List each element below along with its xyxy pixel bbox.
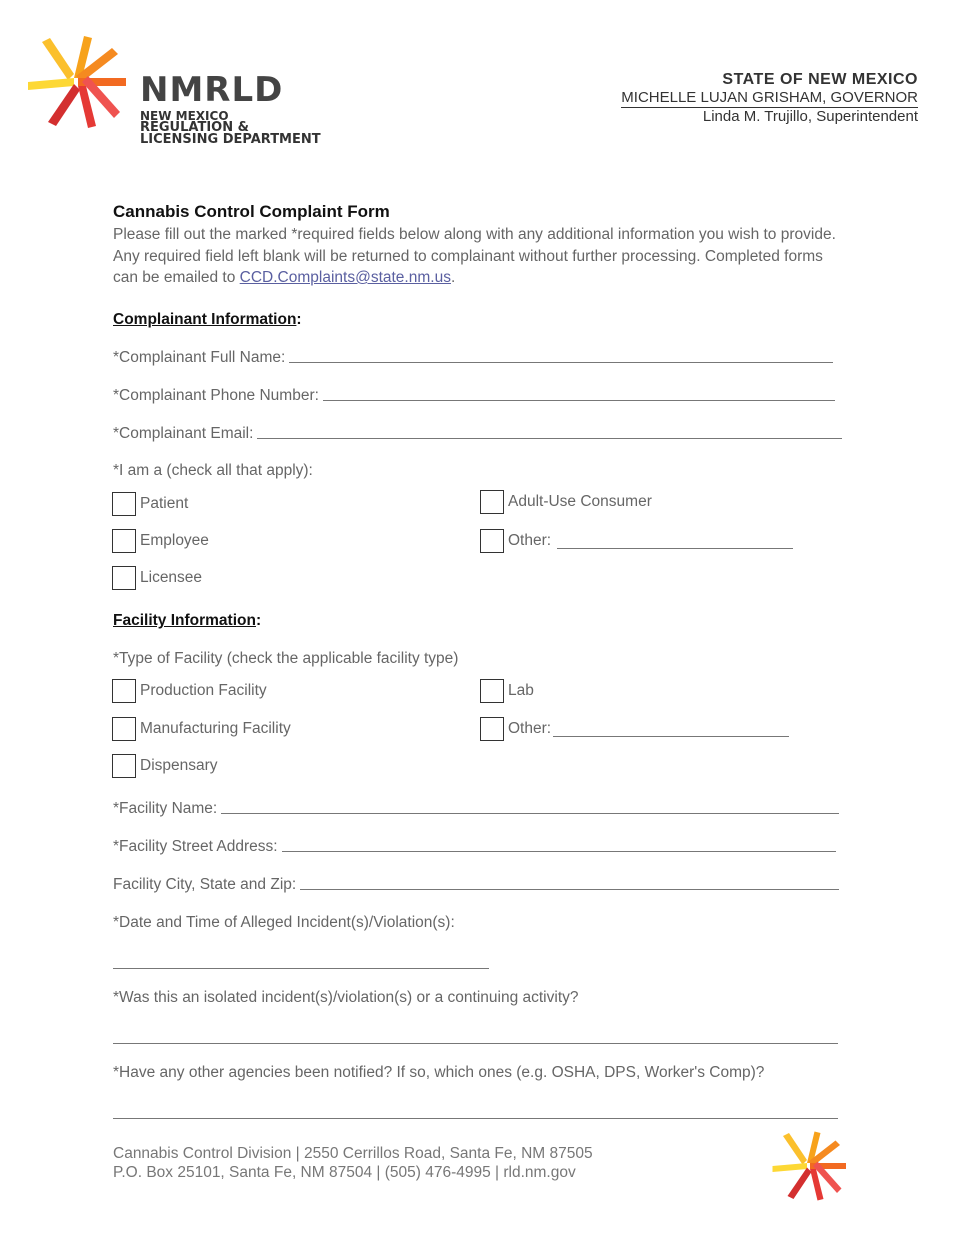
checkbox-box[interactable] <box>112 717 136 741</box>
heading-colon: : <box>255 612 262 629</box>
checkbox-licensee[interactable] <box>112 566 202 590</box>
checkbox-label: Production Facility <box>140 682 267 699</box>
checkbox-production-facility[interactable] <box>112 679 267 703</box>
footer-line-2: P.O. Box 25101, Santa Fe, NM 87504 | (505) 476-4995 | rld.nm.gov <box>113 1164 576 1181</box>
agency-wordmark: NMRLD <box>140 70 284 110</box>
checkbox-patient[interactable] <box>112 492 188 516</box>
form-title: Cannabis Control Complaint Form <box>113 202 390 221</box>
complainant-section-heading <box>113 311 302 329</box>
phone-line[interactable] <box>323 399 835 401</box>
checkbox-box[interactable] <box>112 566 136 590</box>
facility-city-field[interactable] <box>113 876 839 894</box>
facility-section-heading <box>113 612 261 630</box>
facility-type-label: *Type of Facility (check the applicable facility type) <box>113 650 459 667</box>
footer-logo-icon <box>770 1130 850 1202</box>
dept-line-3: LICENSING DEPARTMENT <box>140 132 321 147</box>
full-name-label: *Complainant Full Name: <box>113 349 286 366</box>
checkbox-box[interactable] <box>112 754 136 778</box>
email-line[interactable] <box>257 437 842 439</box>
dept-line-1: NEW MEXICO <box>140 109 229 123</box>
checkbox-box[interactable] <box>480 490 504 514</box>
i-am-label: *I am a (check all that apply): <box>113 462 313 479</box>
checkbox-manufacturing-facility[interactable] <box>112 717 291 741</box>
checkbox-dispensary[interactable] <box>112 754 218 778</box>
checkbox-employee[interactable] <box>112 529 209 553</box>
checkbox-label: Manufacturing Facility <box>140 720 291 737</box>
nmrld-logo-icon <box>26 34 130 130</box>
facility-street-line[interactable] <box>282 850 836 852</box>
checkbox-box[interactable] <box>112 679 136 703</box>
intro-text: Please fill out the marked *required fields below along with any additional information you wish to provide. Any required field left blank will be returned to complainant without further processing. Completed forms can be emailed to <box>113 226 836 286</box>
complainant-email-field[interactable] <box>113 425 842 443</box>
isolated-label: *Was this an isolated incident(s)/violation(s) or a continuing activity? <box>113 989 579 1006</box>
facility-name-label: *Facility Name: <box>113 800 218 817</box>
facility-street-field[interactable] <box>113 838 836 856</box>
footer-line-1: Cannabis Control Division | 2550 Cerrillos Road, Santa Fe, NM 87505 <box>113 1145 593 1162</box>
checkbox-box[interactable] <box>480 717 504 741</box>
checkbox-label: Other: <box>508 532 552 549</box>
complainant-phone-field[interactable] <box>113 387 835 405</box>
governor-name: MICHELLE LUJAN GRISHAM, GOVERNOR <box>621 89 918 106</box>
checkbox-label: Dispensary <box>140 757 218 774</box>
dept-line-2: REGULATION & <box>140 120 249 135</box>
checkbox-box[interactable] <box>112 529 136 553</box>
department-name <box>140 110 321 146</box>
agencies-label: *Have any other agencies been notified? If so, which ones (e.g. OSHA, DPS, Worker's Comp)? <box>113 1064 765 1081</box>
checkbox-box[interactable] <box>480 529 504 553</box>
checkbox-label: Lab <box>508 682 534 699</box>
facility-name-line[interactable] <box>221 812 839 814</box>
checkbox-adult-use-consumer[interactable] <box>480 490 652 514</box>
email-label: *Complainant Email: <box>113 425 254 442</box>
other-line[interactable] <box>557 547 793 549</box>
state-header <box>621 71 918 126</box>
checkbox-label: Adult-Use Consumer <box>508 493 652 510</box>
date-time-label: *Date and Time of Alleged Incident(s)/Violation(s): <box>113 914 455 931</box>
checkbox-lab[interactable] <box>480 679 534 703</box>
isolated-line[interactable] <box>113 1042 838 1044</box>
complaints-email-link[interactable]: CCD.Complaints@state.nm.us <box>239 269 451 286</box>
phone-label: *Complainant Phone Number: <box>113 387 319 404</box>
checkbox-box[interactable] <box>480 679 504 703</box>
complainant-full-name-field[interactable] <box>113 349 833 367</box>
checkbox-label: Other: <box>508 720 552 737</box>
checkbox-complainant-other[interactable] <box>480 529 793 553</box>
checkbox-box[interactable] <box>112 492 136 516</box>
facility-name-field[interactable] <box>113 800 839 818</box>
footer-address <box>113 1144 593 1182</box>
full-name-line[interactable] <box>289 361 833 363</box>
intro-end: . <box>450 269 456 286</box>
facility-heading-text: Facility Information <box>113 612 256 629</box>
facility-city-label: Facility City, State and Zip: <box>113 876 297 893</box>
superintendent-name: Linda M. Trujillo, Superintendent <box>702 108 918 125</box>
agencies-line[interactable] <box>113 1117 838 1119</box>
checkbox-label: Licensee <box>140 569 203 586</box>
complainant-heading-text: Complainant Information <box>113 311 297 328</box>
checkbox-facility-other[interactable] <box>480 717 789 741</box>
date-time-line[interactable] <box>113 967 489 969</box>
form-intro <box>113 224 843 289</box>
facility-city-line[interactable] <box>300 888 839 890</box>
checkbox-label: Employee <box>140 532 209 549</box>
checkbox-label: Patient <box>140 495 189 512</box>
heading-colon: : <box>296 311 302 328</box>
other-line[interactable] <box>553 735 789 737</box>
facility-street-label: *Facility Street Address: <box>113 838 278 855</box>
state-name: STATE OF NEW MEXICO <box>722 71 918 88</box>
